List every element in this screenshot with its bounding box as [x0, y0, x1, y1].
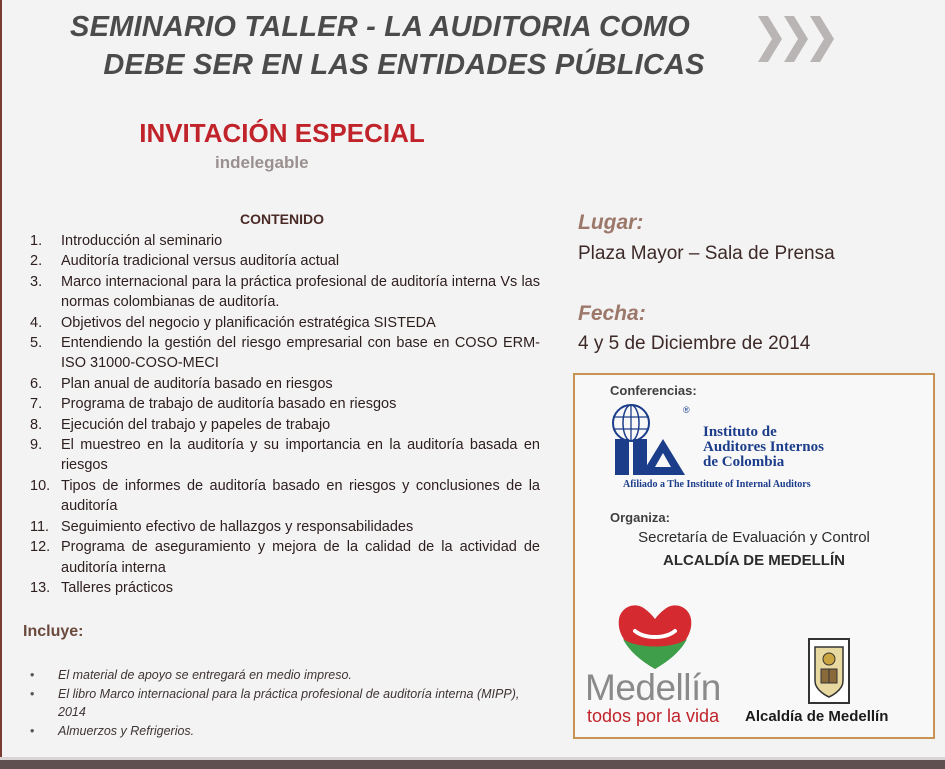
title-line-2: DEBE SER EN LAS ENTIDADES PÚBLICAS	[103, 49, 705, 81]
invitation-title: INVITACIÓN ESPECIAL	[139, 118, 425, 148]
item-number: 13.	[30, 579, 51, 596]
alcaldia-logo-text: Alcaldía de Medellín	[745, 708, 889, 725]
item-number: 5.	[30, 335, 43, 352]
iia-name-line-2: Auditores Internos	[703, 439, 824, 455]
list-item	[30, 685, 550, 722]
item-text: Almuerzos y Refrigerios.	[58, 723, 195, 738]
list-item	[30, 476, 540, 517]
item-number: 4.	[30, 314, 43, 331]
item-text: Objetivos del negocio y planificación estratégica SISTEDA	[61, 314, 436, 331]
iia-name-line-3: de Colombia	[703, 454, 785, 470]
left-border-rule	[0, 0, 2, 760]
organizer-line-2: ALCALDÍA DE MEDELLÍN	[663, 552, 845, 569]
iia-affiliation: Afiliado a The Institute of Internal Auditors	[623, 479, 811, 490]
item-text: Seguimiento efectivo de hallazgos y responsabilidades	[61, 518, 414, 535]
list-item	[30, 666, 550, 685]
list-item	[30, 722, 550, 741]
item-number: 3.	[30, 273, 43, 290]
item-text: El muestreo en la auditoría y su importancia en la auditoría basada en riesgos	[61, 437, 540, 474]
item-text: Talleres prácticos	[61, 579, 174, 596]
contenido-heading: CONTENIDO	[240, 211, 324, 227]
list-item	[30, 374, 540, 394]
organizer-line-1: Secretaría de Evaluación y Control	[638, 529, 870, 546]
list-item	[30, 333, 540, 374]
medellin-tagline: todos por la vida	[587, 706, 720, 726]
item-number: 6.	[30, 375, 43, 392]
item-text: Programa de trabajo de auditoría basado en riesgos	[61, 396, 397, 413]
fecha-value: 4 y 5 de Diciembre de 2014	[578, 333, 811, 354]
page-title	[0, 8, 760, 84]
list-item	[30, 231, 540, 251]
item-text: Marco internacional para la práctica profesional de auditoría interna Vs las normas colombianas de auditoría.	[61, 273, 540, 311]
bottom-border-rule	[0, 760, 945, 769]
organiza-label: Organiza:	[610, 510, 670, 525]
sponsors-box	[573, 373, 935, 739]
item-text: Ejecución del trabajo y papeles de trabajo	[61, 416, 331, 433]
item-number: 12.	[30, 539, 51, 556]
list-item	[30, 578, 540, 598]
iia-name	[703, 425, 824, 470]
lugar-label: Lugar:	[578, 211, 644, 234]
title-line-1: SEMINARIO TALLER - LA AUDITORIA COMO	[70, 11, 690, 43]
iia-name-line-1: Instituto de	[703, 424, 777, 440]
coat-of-arms-icon	[807, 637, 851, 705]
item-number: 9.	[30, 437, 43, 454]
list-item	[30, 517, 540, 537]
chevrons-icon	[758, 10, 838, 68]
item-text: Plan anual de auditoría basado en riesgos	[61, 375, 333, 392]
lugar-value: Plaza Mayor – Sala de Prensa	[578, 243, 835, 264]
contenido-list	[30, 231, 540, 598]
list-item	[30, 394, 540, 414]
list-item	[30, 313, 540, 333]
item-text: Tipos de informes de auditoría basado en riesgos y conclusiones de la auditoría	[61, 477, 540, 515]
item-number: 7.	[30, 396, 43, 413]
incluye-list	[30, 666, 550, 740]
item-text: El material de apoyo se entregará en medio impreso.	[58, 668, 352, 682]
bullet-icon: •	[30, 723, 35, 738]
item-text: Introducción al seminario	[61, 233, 223, 249]
item-text: El libro Marco internacional para la práctica profesional de auditoría interna (MIPP), 2014	[58, 686, 520, 719]
item-number: 1.	[30, 233, 43, 249]
item-text: Programa de aseguramiento y mejora de la calidad de la actividad de auditoría interna	[61, 539, 540, 576]
conferencias-label: Conferencias:	[610, 383, 697, 398]
item-number: 10.	[30, 477, 51, 494]
list-item	[30, 415, 540, 435]
bullet-icon: •	[30, 686, 35, 701]
item-number: 11.	[30, 518, 50, 535]
invitation-subtitle: indelegable	[215, 153, 309, 172]
incluye-heading: Incluye:	[23, 623, 84, 640]
list-item	[30, 435, 540, 476]
item-text: Auditoría tradicional versus auditoría actual	[61, 253, 340, 270]
medellin-logo-text: Medellín	[585, 667, 721, 708]
bullet-icon: •	[30, 668, 35, 682]
iia-registered-mark: ®	[683, 405, 690, 415]
item-number: 2.	[30, 253, 43, 270]
list-item	[30, 251, 540, 271]
medellin-heart-icon	[615, 603, 695, 673]
item-number: 8.	[30, 416, 43, 433]
list-item	[30, 537, 540, 578]
iia-logo-icon	[611, 403, 703, 479]
item-text: Entendiendo la gestión del riesgo empresarial con base en COSO ERM- ISO 31000-COSO-MECI	[61, 335, 540, 372]
fecha-label: Fecha:	[578, 302, 646, 325]
list-item	[30, 272, 540, 313]
